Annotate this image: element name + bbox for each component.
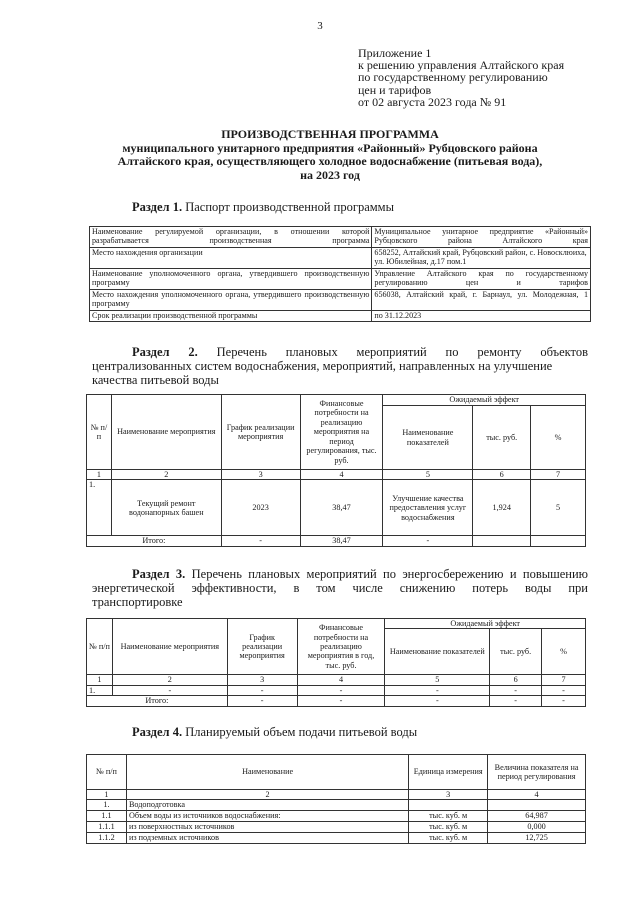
table-header-row: [87, 619, 586, 629]
row-thousand: 1,924: [473, 480, 531, 536]
table-header-row: [87, 755, 586, 790]
total-indicator: -: [383, 536, 473, 546]
col-number: 1: [87, 675, 113, 685]
total-schedule: -: [221, 536, 300, 546]
header-schedule: График реализации мероприятия: [221, 395, 300, 470]
row-num: 1.: [87, 685, 113, 695]
total-percent: -: [542, 696, 586, 706]
header-effect: Ожидаемый эффект: [383, 395, 586, 406]
row-num: 1.: [87, 800, 127, 811]
row-thousand: -: [490, 685, 542, 695]
header-unit: Единица измерения: [409, 755, 488, 790]
row-unit: тыс. куб. м: [409, 811, 488, 822]
appendix-block: [358, 47, 564, 108]
row-name: -: [112, 685, 227, 695]
header-thousand: тыс. руб.: [490, 629, 542, 675]
total-indicator: -: [385, 696, 490, 706]
table-row: [90, 248, 591, 269]
header-finance: Финансовые потребности на реализацию мероприятия на период регулирования, тыс. руб.: [300, 395, 383, 470]
total-label: Итого:: [87, 536, 222, 546]
header-percent: %: [531, 406, 586, 470]
header-finance: Финансовые потребности на реализацию мероприятия в год, тыс. руб.: [297, 619, 385, 675]
row-num: 1.: [87, 480, 112, 536]
header-name: Наименование мероприятия: [111, 395, 221, 470]
total-schedule: -: [227, 696, 297, 706]
col-number: 4: [297, 675, 385, 685]
col-number: 6: [473, 470, 531, 480]
table-row: [90, 290, 591, 311]
row-value: 12,725: [488, 833, 586, 844]
table-row: [87, 685, 586, 695]
header-num: № п/п: [87, 619, 113, 675]
table-row: [87, 480, 586, 536]
section1-label: Раздел 1.: [132, 200, 183, 214]
col-number: 1: [87, 790, 127, 800]
section3-title-line3: транспортировке: [92, 595, 183, 609]
row-name: Текущий ремонт водонапорных башен: [111, 480, 221, 536]
table-total-row: [87, 696, 586, 706]
row-name: из подземных источников: [126, 833, 408, 844]
row-value: 64,987: [488, 811, 586, 822]
section4-title: Планируемый объем подачи питьевой воды: [185, 725, 418, 739]
appendix-line: цен и тарифов: [358, 82, 432, 97]
title-line: муниципального унитарного предприятия «Районный» Рубцовского района: [122, 140, 538, 155]
section3-heading: [92, 567, 588, 609]
appendix-line: по государственному регулированию: [358, 70, 548, 85]
header-indicator: Наименование показателей: [383, 406, 473, 470]
header-num: № п/п: [87, 395, 112, 470]
title-line: на 2023 год: [300, 167, 360, 182]
table-row: [87, 822, 586, 833]
row-num: 1.1: [87, 811, 127, 822]
col-number: 7: [531, 470, 586, 480]
section3-title-line2: энергетической эффективности, в том числе снижению потерь воды при: [92, 581, 588, 595]
col-number: 4: [300, 470, 383, 480]
header-name: Наименование мероприятия: [112, 619, 227, 675]
header-indicator: Наименование показателей: [385, 629, 490, 675]
table-row: [87, 833, 586, 844]
passport-value-cell: 656038, Алтайский край, г. Барнаул, ул. Молодежная, 1: [372, 290, 591, 311]
header-name: Наименование: [126, 755, 408, 790]
passport-name-cell: Наименование уполномоченного органа, утвердившего производственную программу: [90, 269, 372, 290]
appendix-line: от 02 августа 2023 года № 91: [358, 94, 507, 109]
passport-value-cell: 658252, Алтайский край, Рубцовский район, с. Новосклюиха, ул. Юбилейная, д.17 пом.1: [372, 248, 591, 269]
total-thousand: -: [490, 696, 542, 706]
total-finance: -: [297, 696, 385, 706]
section3-label: Раздел 3.: [132, 567, 186, 581]
row-num: 1.1.2: [87, 833, 127, 844]
appendix-line: Приложение 1: [358, 46, 432, 60]
table-total-row: [87, 536, 586, 546]
passport-name-cell: Срок реализации производственной программы: [90, 311, 372, 322]
section4-heading: [132, 725, 417, 740]
table-row: [90, 311, 591, 322]
document-title: [60, 128, 600, 182]
col-number: 3: [221, 470, 300, 480]
section3-title-line1: Перечень плановых мероприятий по энергосбережению и повышению: [191, 567, 589, 581]
passport-name-cell: Наименование регулируемой организации, в отношении которой разрабатывается производственная программа: [90, 227, 372, 248]
section2-title-line1: Перечень плановых мероприятий по ремонту объектов: [216, 345, 589, 359]
row-name: из поверхностных источников: [126, 822, 408, 833]
col-number: 5: [385, 675, 490, 685]
row-unit: [409, 800, 488, 811]
title-line: ПРОИЗВОДСТВЕННАЯ ПРОГРАММА: [221, 127, 439, 141]
header-thousand: тыс. руб.: [473, 406, 531, 470]
water-volume-table: [86, 754, 586, 844]
col-number: 3: [409, 790, 488, 800]
col-number: 6: [490, 675, 542, 685]
row-indicator: -: [385, 685, 490, 695]
table-header-row: [87, 395, 586, 406]
section2-heading: [92, 345, 588, 387]
row-unit: тыс. куб. м: [409, 833, 488, 844]
col-number: 1: [87, 470, 112, 480]
col-number: 4: [488, 790, 586, 800]
passport-value-cell: по 31.12.2023: [372, 311, 591, 322]
row-finance: -: [297, 685, 385, 695]
row-name: Объем воды из источников водоснабжения:: [126, 811, 408, 822]
table-row: [90, 227, 591, 248]
row-percent: 5: [531, 480, 586, 536]
page-number: 3: [317, 20, 323, 32]
passport-name-cell: Место нахождения уполномоченного органа, утвердившего производственную программу: [90, 290, 372, 311]
col-number: 3: [227, 675, 297, 685]
section1-heading: [132, 200, 394, 215]
row-num: 1.1.1: [87, 822, 127, 833]
row-unit: тыс. куб. м: [409, 822, 488, 833]
section2-label: Раздел 2.: [132, 345, 198, 359]
row-percent: -: [542, 685, 586, 695]
header-schedule: График реализации мероприятия: [227, 619, 297, 675]
section1-title: Паспорт производственной программы: [185, 200, 394, 214]
row-indicator: Улучшение качества предоставления услуг водоснабжения: [383, 480, 473, 536]
header-percent: %: [542, 629, 586, 675]
title-line: Алтайского края, осуществляющего холодное водоснабжение (питьевая вода),: [117, 154, 543, 168]
table-row: [87, 790, 586, 800]
table-row: [87, 470, 586, 480]
row-finance: 38,47: [300, 480, 383, 536]
energy-measures-table: [86, 618, 586, 707]
total-finance: 38,47: [300, 536, 383, 546]
col-number: 5: [383, 470, 473, 480]
col-number: 2: [126, 790, 408, 800]
col-number: 2: [111, 470, 221, 480]
row-value: [488, 800, 586, 811]
passport-value-cell: Управление Алтайского края по государственному регулированию цен и тарифов: [372, 269, 591, 290]
total-label: Итого:: [87, 696, 228, 706]
passport-name-cell: Место нахождения организации: [90, 248, 372, 269]
row-name: Водоподготовка: [126, 800, 408, 811]
row-schedule: 2023: [221, 480, 300, 536]
passport-table: [89, 226, 591, 322]
col-number: 2: [112, 675, 227, 685]
repair-measures-table: [86, 394, 586, 547]
section4-label: Раздел 4.: [132, 725, 183, 739]
header-value: Величина показателя на период регулирования: [488, 755, 586, 790]
appendix-line: к решению управления Алтайского края: [358, 58, 565, 73]
row-schedule: -: [227, 685, 297, 695]
col-number: 7: [542, 675, 586, 685]
row-value: 0,000: [488, 822, 586, 833]
header-num: № п/п: [87, 755, 127, 790]
table-row: [90, 269, 591, 290]
section2-title-rest: централизованных систем водоснабжения, мероприятий, направленных на улучшение качества питьевой воды: [92, 359, 553, 387]
header-effect: Ожидаемый эффект: [385, 619, 586, 629]
passport-value-cell: Муниципальное унитарное предприятие «Районный» Рубцовского района Алтайского края: [372, 227, 591, 248]
table-row: [87, 800, 586, 811]
table-row: [87, 675, 586, 685]
table-row: [87, 811, 586, 822]
